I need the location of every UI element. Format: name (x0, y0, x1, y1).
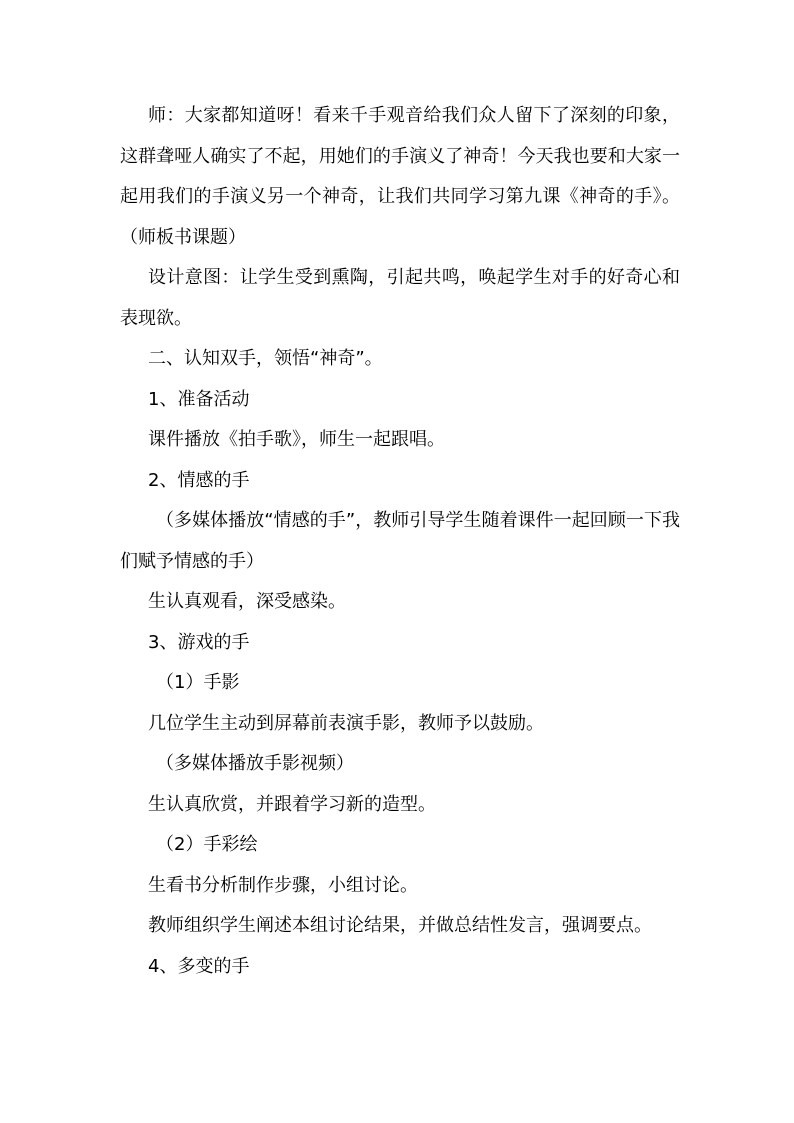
subheading-prep-activity: 1、准备活动 (148, 388, 250, 410)
subheading-hand-shadow: （1）手影 (156, 672, 240, 693)
subheading-emotional-hands: 2、情感的手 (148, 469, 250, 491)
paragraph-teacher-intro: 师：大家都知道呀！看来千手观音给我们众人留下了深刻的印象，这群聋哑人确实了不起，用她们的手演义了神奇！今天我也要和大家一起用我们的手演义另一个神奇，让我们共同学习第九课《神奇的手》。（师板书课题） (120, 105, 680, 248)
paragraph-clap-song: 课件播放《拍手歌》，师生一起跟唱。 (148, 429, 445, 450)
paragraph-multimedia-emotion: （多媒体播放“情感的手”，教师引导学生随着课件一起回顾一下我们赋予情感的手） (120, 510, 680, 572)
paragraph-analyze-steps: 生看书分析制作步骤，小组讨论。 (148, 874, 418, 896)
paragraph-teacher-summary: 教师组织学生阐述本组讨论结果，并做总结性发言，强调要点。 (148, 915, 652, 936)
section-heading-2: 二、认知双手，领悟“神奇”。 (148, 348, 383, 369)
paragraph-shadow-video: （多媒体播放手影视频） (156, 753, 354, 774)
subheading-changing-hands: 4、多变的手 (148, 955, 250, 977)
paragraph-shadow-perform: 几位学生主动到屏幕前表演手影，教师予以鼓励。 (148, 712, 544, 734)
paragraph-students-watch: 生认真观看，深受感染。 (148, 591, 346, 612)
document-body (120, 96, 680, 987)
paragraph-design-intent: 设计意图：让学生受到熏陶，引起共鸣，唤起学生对手的好奇心和表现欲。 (120, 267, 680, 329)
paragraph-students-appreciate: 生认真欣赏，并跟着学习新的造型。 (148, 793, 436, 815)
subheading-hand-painting: （2）手彩绘 (156, 834, 258, 855)
subheading-game-hands: 3、游戏的手 (148, 631, 250, 653)
